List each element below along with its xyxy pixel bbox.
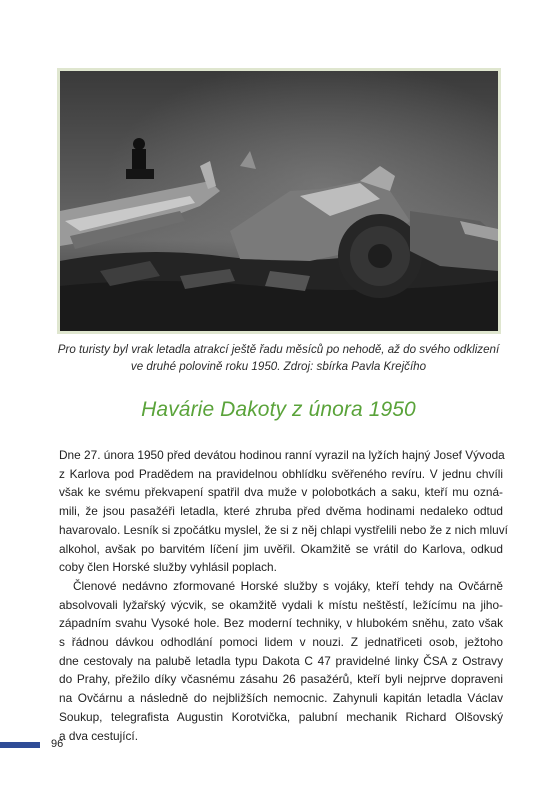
text-line: západním svahu Vysoké hole. Bez moderní techniky, v hlubokém sněhu, zato však [59,616,503,631]
text-line: absolvovali lyžařský výcvik, se okamžitě vydali k místu neštěstí, ležícímu na jiho- [59,597,503,612]
page-number: 96 [51,738,64,750]
text-line: a dva cestující. [59,728,138,743]
text-line: na Ovčárnu a následně do nejbližších nemocnic. Zahynuli kapitán letadla Václav [59,691,503,706]
caption-line: Pro turisty byl vrak letadla atrakcí ještě řadu měsíců po nehodě, až do svého odklizení [57,343,500,356]
photo-frame [57,68,501,334]
text-line: mili, že jsou pasažéři letadla, které zhruba před dvěma hodinami nedaleko odtud [59,504,503,519]
wreck-photo-image [60,71,498,331]
text-line: Členové nedávno zformované Horské služby s vojáky, kteří tehdy na Ovčárně [73,578,503,593]
paragraph-1 [59,446,508,577]
footer-accent-bar [0,742,40,748]
paragraph-2 [59,577,503,745]
text-line: alkohol, avšak po barvitém líčení jim uvěřil. Okamžitě se vrátil do Karlova, odkud [59,541,503,556]
photo-caption [40,341,517,375]
text-line: dne cestovaly na palubě letadla typu Dakota C 47 pravidelné linky ČSA z Ostravy [59,653,503,668]
text-line: však ke svému překvapení spatřil dva muže v polobotkách a saku, kteří mu ozná- [59,485,503,500]
text-line: havarovalo. Lesník si zpočátku myslel, že si z něj chlapi vystřelili nebo že z nich mluví [59,522,508,537]
text-line: Dne 27. února 1950 před devátou hodinou ranní vyrazil na lyžích hajný Josef Vývoda [59,448,505,462]
article-title: Havárie Dakoty z února 1950 [141,398,416,421]
text-line: coby člen Horské služby vyhlásil poplach. [59,560,277,575]
text-line: do Prahy, přežilo díky včasnému zásahu 26 pasažérů, kteří byli nejprve dopraveni [59,672,503,687]
text-line: s řádnou dávkou odhodlání pomoci lidem v nouzi. Z jednatřiceti osob, ježtoho [59,635,503,650]
article-body [59,446,508,745]
wreck-photo [60,71,498,331]
text-line: Soukup, telegrafista Augustin Korotvička, palubní mechanik Richard Olšovský [59,709,503,724]
text-line: z Karlova pod Pradědem na pravidelnou obhlídku svěřeného revíru. V jednu chvíli [59,466,503,481]
caption-line: ve druhé polovině roku 1950. Zdroj: sbírka Pavla Krejčího [130,360,427,373]
